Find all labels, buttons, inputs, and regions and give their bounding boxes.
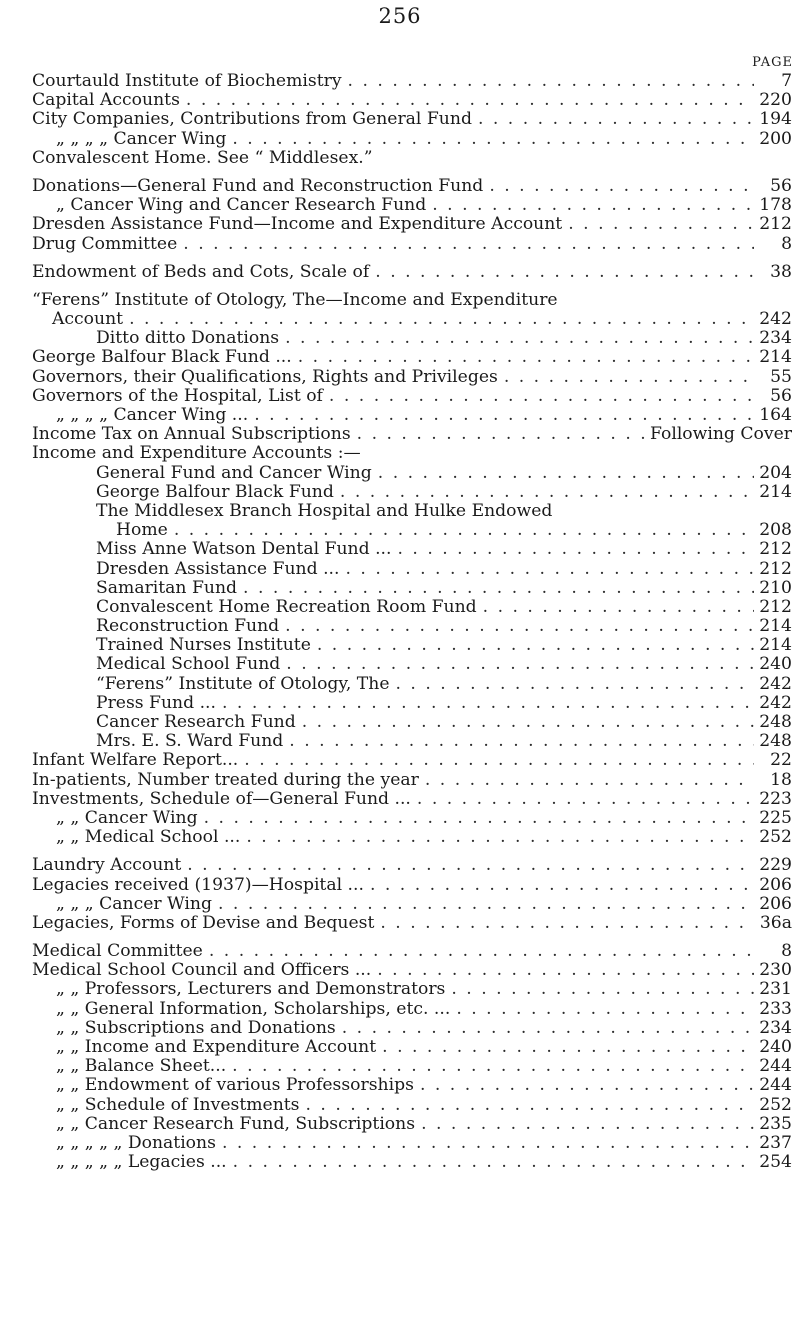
entry-page: 231 (759, 979, 792, 1000)
index-entry (32, 464, 792, 483)
entry-page: 242 (759, 309, 792, 330)
index-entry (32, 1038, 792, 1057)
leader-dots (240, 828, 754, 847)
leader-dots (339, 560, 754, 579)
index-entry (32, 348, 792, 367)
index-entry (32, 329, 792, 348)
leader-dots (226, 1057, 754, 1076)
index-entry (32, 713, 792, 732)
entry-title: „ „ Income and Expenditure Account (56, 1037, 377, 1057)
entry-page: 18 (770, 769, 792, 790)
page-number: 256 (378, 4, 422, 28)
entry-title: Dresden Assistance Fund ... (96, 558, 340, 579)
entry-title: Dresden Assistance Fund—Income and Expenditure Account (32, 214, 563, 235)
leader-dots (483, 177, 754, 196)
index-entry (32, 961, 792, 980)
entry-title: „ „ Balance Sheet... (56, 1056, 227, 1077)
entry-page: 208 (759, 520, 792, 541)
leader-dots (445, 980, 754, 999)
index-entry (32, 263, 792, 282)
leader-dots (450, 1000, 754, 1019)
leader-dots (237, 579, 754, 598)
entry-title: Convalescent Home Recreation Room Fund (96, 596, 477, 617)
leader-dots (296, 713, 754, 732)
entry-title: Medical School Council and Officers ... (32, 960, 372, 981)
entry-title: „ „ „ „ „ Donations (56, 1132, 216, 1153)
entry-page: 214 (759, 347, 792, 368)
leader-dots (342, 72, 754, 91)
entry-title: „ „ General Information, Scholarships, etc. ... (56, 998, 451, 1019)
entry-title: Income Tax on Annual Subscriptions (32, 424, 351, 445)
entry-title: „ „ „ „ Cancer Wing ... (56, 405, 249, 425)
entry-title: George Balfour Black Fund (96, 481, 334, 502)
entry-page: 164 (759, 405, 792, 425)
entry-page: 8 (781, 941, 792, 962)
entry-title: General Fund and Cancer Wing (96, 462, 372, 483)
index-entry (32, 215, 792, 234)
index-entry (32, 876, 792, 895)
leader-dots (369, 263, 754, 282)
index-entry (32, 1134, 792, 1153)
entry-title: Laundry Account (32, 855, 182, 876)
entry-page: 233 (759, 998, 792, 1019)
index-entry (32, 368, 792, 387)
index-list (32, 72, 792, 1172)
entry-page: 212 (759, 596, 792, 617)
entry-page: 229 (759, 855, 792, 876)
entry-title: „ „ „ „ „ Legacies ... (56, 1152, 227, 1173)
entry-title: „ Cancer Wing and Cancer Research Fund (56, 195, 427, 216)
entry-title: Investments, Schedule of—General Fund ... (32, 788, 411, 809)
index-entry (32, 177, 792, 196)
entry-page: 225 (759, 807, 792, 828)
leader-dots (562, 215, 754, 234)
entry-page: 212 (759, 558, 792, 579)
entry-title: Courtauld Institute of Biochemistry (32, 71, 342, 91)
leader-dots (411, 790, 754, 809)
page-column-header: PAGE (752, 55, 793, 70)
index-entry (32, 310, 792, 329)
index-entry (32, 636, 792, 655)
leader-dots (168, 521, 754, 540)
index-entry (32, 895, 792, 914)
index-entry (32, 72, 792, 91)
entry-title: Trained Nurses Institute (96, 635, 311, 656)
entry-page: 244 (759, 1056, 792, 1077)
index-entry (32, 291, 792, 310)
index-entry (32, 675, 792, 694)
entry-title: Medical Committee (32, 941, 203, 962)
index-entry (32, 130, 792, 149)
entry-page: 214 (759, 616, 792, 637)
entry-page: 204 (759, 462, 792, 483)
leader-dots (391, 540, 754, 559)
leader-dots (227, 1153, 754, 1172)
leader-dots (216, 694, 754, 713)
entry-title: Endowment of Beds and Cots, Scale of (32, 261, 370, 282)
leader-dots (374, 914, 754, 933)
entry-title: „ „ „ „ Cancer Wing (56, 128, 227, 149)
entry-title: Press Fund ... (96, 692, 216, 713)
leader-dots (198, 809, 754, 828)
entry-page: 56 (770, 175, 792, 196)
leader-dots (248, 406, 754, 425)
entry-page: 220 (759, 90, 792, 111)
entry-title: Donations—General Fund and Reconstruction Fund (32, 175, 484, 196)
entry-page: 194 (759, 109, 792, 130)
entry-title: Infant Welfare Report... (32, 750, 239, 771)
index-entry (32, 598, 792, 617)
entry-title: Drug Committee (32, 233, 178, 254)
leader-dots (364, 876, 754, 895)
entry-title: Cancer Research Fund (96, 712, 296, 732)
leader-dots (123, 310, 754, 329)
entry-title: Account (52, 309, 124, 330)
index-entry (32, 1096, 792, 1115)
leader-dots (336, 1019, 754, 1038)
entry-page: 206 (759, 893, 792, 914)
entry-title: Home (116, 520, 168, 541)
entry-page: 178 (759, 195, 792, 216)
entry-title: „ „ „ Cancer Wing (56, 893, 212, 914)
leader-dots (212, 895, 754, 914)
entry-page: 56 (770, 385, 792, 406)
index-entry (32, 617, 792, 636)
index-entry (32, 1057, 792, 1076)
index-entry (32, 483, 792, 502)
entry-page: 38 (770, 261, 792, 282)
index-entry (32, 655, 792, 674)
entry-title: Governors, their Qualifications, Rights and Privileges (32, 366, 498, 387)
entry-page: 235 (759, 1113, 792, 1134)
leader-dots (472, 110, 754, 129)
leader-dots (334, 483, 754, 502)
entry-title: Income and Expenditure Accounts :— (32, 443, 361, 464)
entry-page: 240 (759, 654, 792, 675)
entry-page: 234 (759, 328, 792, 349)
entry-title: “Ferens” Institute of Otology, The (96, 673, 390, 694)
entry-title: Convalescent Home. See “ Middlesex.” (32, 147, 373, 168)
index-entry (32, 694, 792, 713)
index-entry (32, 579, 792, 598)
entry-title: Medical School Fund (96, 654, 281, 675)
entry-title: Mrs. E. S. Ward Fund (96, 731, 284, 752)
index-entry (32, 771, 792, 790)
index-entry (32, 1019, 792, 1038)
entry-title: George Balfour Black Fund ... (32, 347, 292, 368)
entry-page: 240 (759, 1037, 792, 1057)
entry-page: 234 (759, 1017, 792, 1038)
leader-dots (216, 1134, 754, 1153)
entry-page: 214 (759, 481, 792, 502)
entry-title: Capital Accounts (32, 90, 180, 111)
entry-page: 212 (759, 214, 792, 235)
entry-title: The Middlesex Branch Hospital and Hulke Endowed (96, 500, 553, 521)
entry-title: „ „ Schedule of Investments (56, 1094, 300, 1115)
index-entry (32, 406, 792, 425)
leader-dots (300, 1096, 755, 1115)
entry-page: 212 (759, 539, 792, 560)
entry-page: 22 (770, 750, 792, 771)
leader-dots (498, 368, 754, 387)
entry-page: 206 (759, 874, 792, 895)
entry-title: City Companies, Contributions from General Fund (32, 109, 472, 130)
leader-dots (477, 598, 754, 617)
entry-page: 237 (759, 1132, 792, 1153)
entry-title: “Ferens” Institute of Otology, The—Income and Expenditure (32, 289, 558, 310)
leader-dots (226, 130, 754, 149)
entry-page: 254 (759, 1152, 792, 1173)
index-entry (32, 560, 792, 579)
entry-title: Miss Anne Watson Dental Fund ... (96, 539, 392, 560)
leader-dots (372, 464, 754, 483)
index-entry (32, 521, 792, 540)
leader-dots (414, 1076, 754, 1095)
entry-title: Governors of the Hospital, List of (32, 385, 323, 406)
entry-title: Ditto ditto Donations (96, 328, 280, 349)
leader-dots (279, 617, 754, 636)
index-entry (32, 1115, 792, 1134)
index-entry (32, 828, 792, 847)
index-entry (32, 751, 792, 770)
entry-page: 36a (759, 912, 792, 933)
index-entry (32, 502, 792, 521)
entry-title: „ „ Medical School ... (56, 827, 241, 848)
leader-dots (180, 91, 754, 110)
index-entry (32, 196, 792, 215)
leader-dots (390, 675, 755, 694)
index-entry (32, 980, 792, 999)
index-entry (32, 1076, 792, 1095)
leader-dots (283, 732, 754, 751)
leader-dots (177, 235, 754, 254)
leader-dots (280, 655, 754, 674)
index-entry (32, 732, 792, 751)
entry-title: „ „ Professors, Lecturers and Demonstrators (56, 979, 446, 1000)
leader-dots (323, 387, 754, 406)
index-entry (32, 914, 792, 933)
leader-dots (279, 329, 754, 348)
leader-dots (181, 856, 754, 875)
entry-page: 242 (759, 692, 792, 713)
index-entry (32, 425, 792, 444)
entry-page: 214 (759, 635, 792, 656)
leader-dots (426, 196, 754, 215)
leader-dots (415, 1115, 754, 1134)
leader-dots (376, 1038, 754, 1057)
entry-title: Legacies received (1937)—Hospital ... (32, 874, 364, 895)
index-entry (32, 1153, 792, 1172)
leader-dots (238, 751, 754, 770)
index-entry (32, 790, 792, 809)
leader-dots (311, 636, 754, 655)
index-entry (32, 235, 792, 254)
index-entry (32, 540, 792, 559)
index-entry (32, 91, 792, 110)
entry-page: 252 (759, 1094, 792, 1115)
entry-page: 210 (759, 577, 792, 598)
index-entry (32, 1000, 792, 1019)
index-entry (32, 110, 792, 129)
entry-title: Reconstruction Fund (96, 616, 280, 637)
leader-dots (351, 425, 650, 444)
entry-title: „ „ Cancer Research Fund, Subscriptions (56, 1113, 416, 1134)
entry-page: Following Cover (649, 424, 792, 445)
entry-page: 242 (759, 673, 792, 694)
leader-dots (292, 348, 754, 367)
leader-dots (203, 942, 754, 961)
entry-page: 252 (759, 827, 792, 848)
index-entry (32, 809, 792, 828)
entry-title: „ „ Cancer Wing (56, 807, 198, 828)
entry-page: 223 (759, 788, 792, 809)
entry-page: 8 (781, 233, 792, 254)
entry-title: „ „ Endowment of various Professorships (56, 1075, 414, 1096)
index-entry (32, 942, 792, 961)
entry-page: 200 (759, 128, 792, 149)
entry-page: 244 (759, 1075, 792, 1096)
index-entry (32, 149, 792, 168)
entry-page: 55 (770, 366, 792, 387)
entry-page: 248 (759, 731, 792, 752)
entry-title: In-patients, Number treated during the year (32, 769, 419, 790)
index-entry (32, 444, 792, 463)
entry-title: Legacies, Forms of Devise and Bequest (32, 912, 375, 933)
entry-page: 248 (759, 712, 792, 732)
leader-dots (419, 771, 754, 790)
entry-page: 7 (781, 71, 792, 91)
entry-page: 230 (759, 960, 792, 981)
entry-title: „ „ Subscriptions and Donations (56, 1017, 336, 1038)
leader-dots (371, 961, 754, 980)
index-entry (32, 856, 792, 875)
entry-title: Samaritan Fund (96, 577, 238, 598)
index-entry (32, 387, 792, 406)
